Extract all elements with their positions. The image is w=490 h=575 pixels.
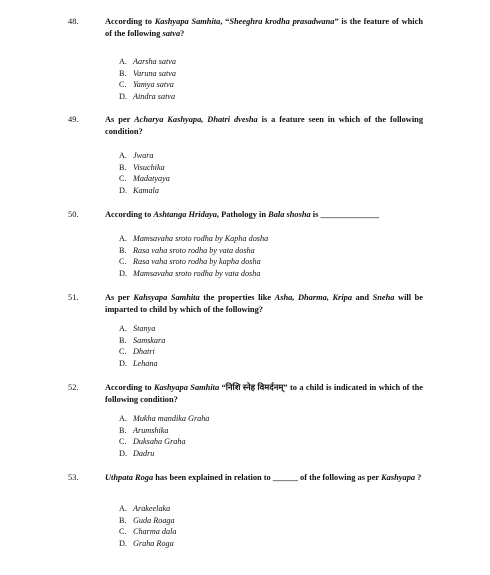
option-d: D. Kamala [119, 185, 159, 195]
option-a: A. Aarsha satva [119, 57, 176, 66]
option-d: D. Dadru [119, 448, 155, 458]
options-list [119, 56, 176, 102]
option-c: C. Charma dala [119, 527, 177, 537]
option-d: D. Graha Roga [119, 538, 174, 548]
question-number: 52. [68, 383, 79, 392]
option-d: D. Aindra satva [119, 91, 176, 101]
option-c: C. Yamya satva [119, 80, 174, 90]
options-list [119, 233, 268, 279]
question-stem: According to Kashyapa Samhita, “Sheeghra krodha prasadwana” is the feature of which of the following satva? [105, 17, 423, 38]
question-number: 50. [68, 210, 79, 219]
option-b: B. Varuna satva [119, 68, 176, 78]
question-stem: As per Acharya Kashyapa, Dhatri dvesha is a feature seen in which of the following condition? [105, 115, 424, 136]
option-c: C. Madatyaya [119, 174, 170, 184]
question-stem: Uthpata Roga has been explained in relation to ______ of the following as per Kashyapa ? [105, 473, 422, 482]
option-b: B. Guda Roaga [119, 515, 175, 525]
option-c: C. Rasa vaha sroto rodha by kapha dosha [119, 257, 261, 267]
options-list [119, 413, 209, 459]
option-c: C. Duksaha Graha [119, 437, 186, 447]
question-stem: According to Ashtanga Hridaya, Pathology in Bala shosha is ______________ [105, 210, 380, 219]
options-list [119, 503, 176, 549]
question-number: 48. [68, 17, 79, 26]
question-stem: According to Kashyapa Samhita “निशि स्नेह विमर्दनम्” to a child is indicated in which of the following condition? [105, 383, 423, 404]
option-b: B. Arumshika [119, 425, 169, 435]
option-a: A. Stanya [119, 324, 156, 333]
option-b: B. Visuchika [119, 162, 165, 172]
option-c: C. Dhatri [119, 347, 155, 357]
option-a: A. Mukha mandika Graha [119, 414, 210, 423]
option-b: B. Rasa vaha sroto rodha by vata dosha [119, 245, 255, 255]
options-list [119, 150, 170, 196]
option-a: A. Jwara [119, 151, 154, 160]
question-number: 51. [68, 293, 79, 302]
option-a: A. Arakeelaka [119, 504, 171, 513]
question-number: 49. [68, 115, 79, 124]
question-stem: As per Kahsyapa Samhita the properties like Asha, Dharma, Kripa and Sneha will be imparted to child by which of the following? [105, 293, 423, 314]
option-b: B. Samskara [119, 335, 166, 345]
options-list [119, 323, 165, 369]
option-d: D. Lehana [119, 358, 158, 368]
option-d: D. Mamsavaha sroto rodha by vata dosha [119, 268, 261, 278]
question-number: 53. [68, 473, 79, 482]
option-a: A. Mamsavaha sroto rodha by Kapha dosha [119, 234, 269, 243]
